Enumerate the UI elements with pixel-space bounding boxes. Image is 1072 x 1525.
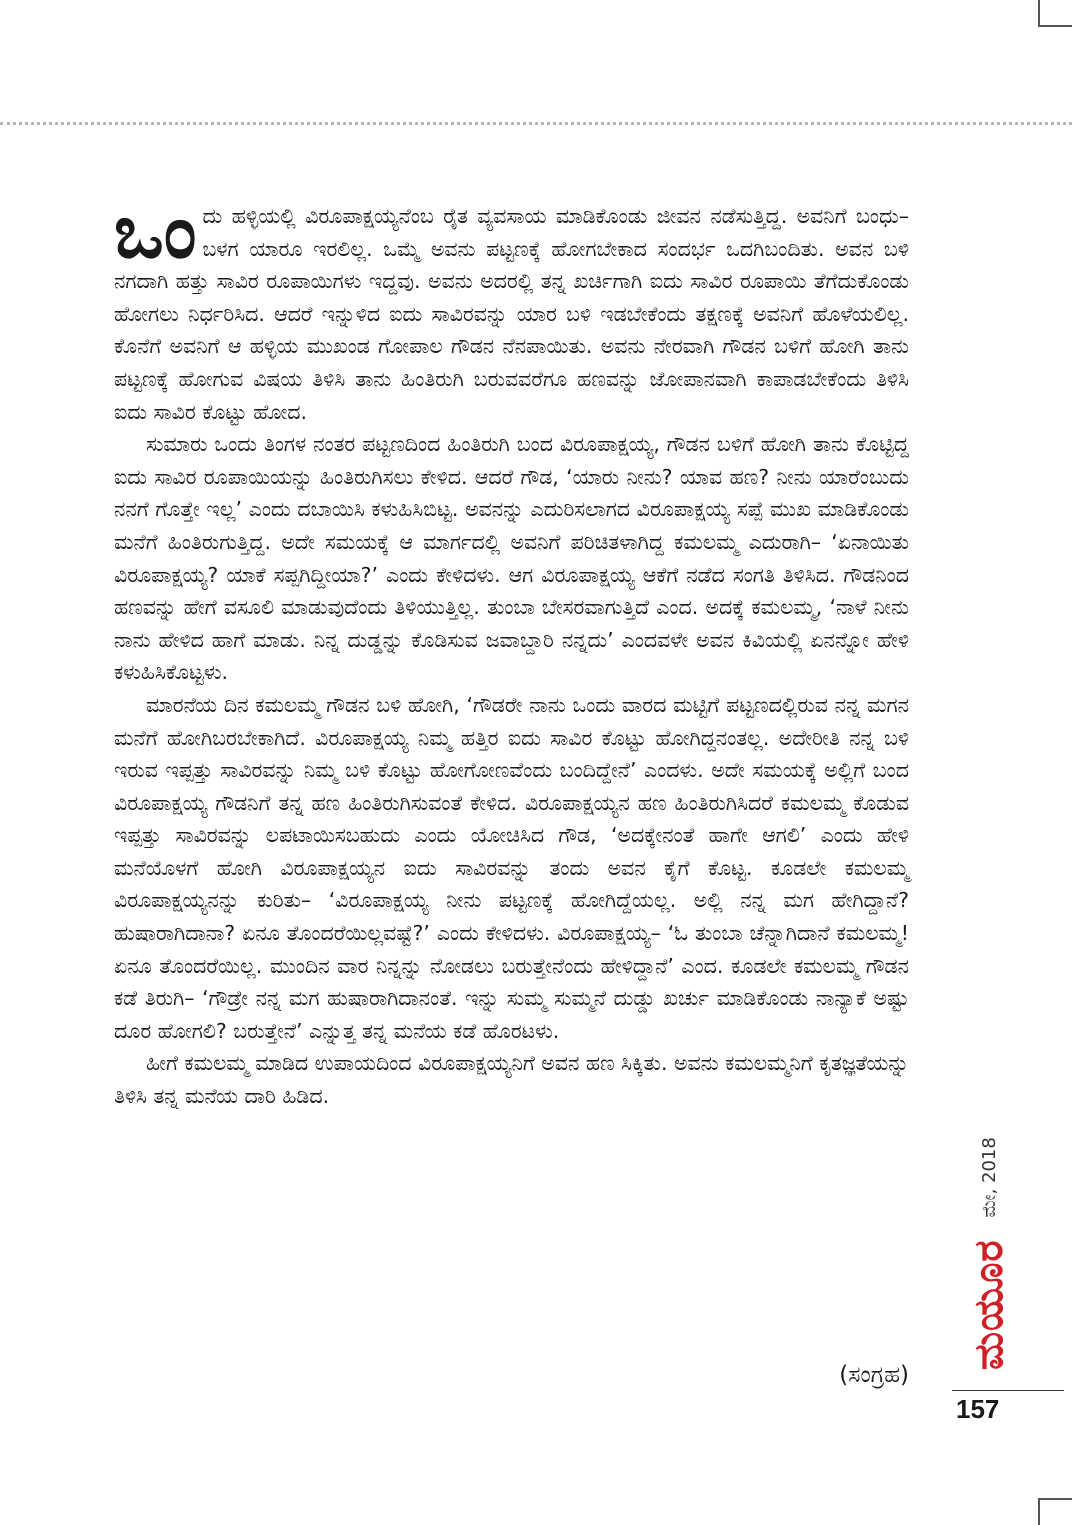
drop-cap: ಒಂ <box>114 189 197 275</box>
story-paragraph <box>114 189 909 428</box>
crop-mark-bottom <box>1038 1498 1072 1500</box>
magazine-side-label <box>966 1137 1012 1370</box>
source-credit: (ಸಂಗ್ರಹ) <box>839 1362 909 1388</box>
story-paragraph-text: ದು ಹಳ್ಳಿಯಲ್ಲಿ ವಿರೂಪಾಕ್ಷಯ್ಯನೆಂಬ ರೈತ ವ್ಯವಸಾಯ ಮಾಡಿಕೊಂಡು ಜೀವನ ನಡೆಸುತ್ತಿದ್ದ. ಅವನಿಗೆ ಬಂಧು–ಬಳಗ ಯಾರೂ ಇರಲಿಲ್ಲ. ಒಮ್ಮೆ ಅವನು ಪಟ್ಟಣಕ್ಕೆ ಹೋಗಬೇಕಾದ ಸಂದರ್ಭ ಒದಗಿಬಂದಿತು. ಅವನ ಬಳಿ ನಗದಾಗಿ ಹತ್ತು ಸಾವಿರ ರೂಪಾಯಿಗಳು ಇದ್ದವು. ಅವನು ಅದರಲ್ಲಿ ತನ್ನ ಖರ್ಚಿಗಾಗಿ ಐದು ಸಾವಿರ ರೂಪಾಯಿ ತೆಗೆದುಕೊಂಡು ಹೋಗಲು ನಿರ್ಧರಿಸಿದ. ಆದರೆ ಇನ್ನುಳಿದ ಐದು ಸಾವಿರವನ್ನು ಯಾರ ಬಳಿ ಇಡಬೇಕೆಂದು ತಕ್ಷಣಕ್ಕೆ ಅವನಿಗೆ ಹೊಳೆಯಲಿಲ್ಲ. ಕೊನೆಗೆ ಅವನಿಗೆ ಆ ಹಳ್ಳಿಯ ಮುಖಂಡ ಗೋಪಾಲ ಗೌಡನ ನೆನಪಾಯಿತು. ಅವನು ನೇರವಾಗಿ ಗೌಡನ ಬಳಿಗೆ ಹೋಗಿ ತಾನು ಪಟ್ಟಣಕ್ಕೆ ಹೋಗುವ ವಿಷಯ ತಿಳಿಸಿ ತಾನು ಹಿಂತಿರುಗಿ ಬರುವವರೆಗೂ ಹಣವನ್ನು ಜೋಪಾನವಾಗಿ ಕಾಪಾಡಬೇಕೆಂದು ತಿಳಿಸಿ ಐದು ಸಾವಿರ ಕೊಟ್ಟು ಹೋದ. <box>114 204 909 424</box>
crop-mark-bottom <box>1038 1498 1040 1525</box>
story-paragraph: ಹೀಗೆ ಕಮಲಮ್ಮ ಮಾಡಿದ ಉಪಾಯದಿಂದ ವಿರೂಪಾಕ್ಷಯ್ಯನಿಗೆ ಅವನ ಹಣ ಸಿಕ್ಕಿತು. ಅವನು ಕಮಲಮ್ಮನಿಗೆ ಕೃತಜ್ಞತೆಯನ್ನು ತಿಳಿಸಿ ತನ್ನ ಮನೆಯ ದಾರಿ ಹಿಡಿದ. <box>114 1051 909 1109</box>
page-number: 157 <box>956 1394 1000 1424</box>
story-body <box>114 189 909 1113</box>
crop-mark-top <box>1038 0 1040 26</box>
page-number-rule <box>952 1390 1064 1391</box>
magazine-name: ಮಯೂರ <box>966 1239 1012 1370</box>
issue-date: ಮೇ, 2018 <box>978 1137 1000 1218</box>
header-dotted-rule <box>0 122 1072 125</box>
story-paragraph: ಮಾರನೆಯ ದಿನ ಕಮಲಮ್ಮ ಗೌಡನ ಬಳಿ ಹೋಗಿ, ‘ಗೌಡರೇ ನಾನು ಒಂದು ವಾರದ ಮಟ್ಟಿಗೆ ಪಟ್ಟಣದಲ್ಲಿರುವ ನನ್ನ ಮಗನ ಮನೆಗೆ ಹೋಗಿಬರಬೇಕಾಗಿದೆ. ವಿರೂಪಾಕ್ಷಯ್ಯ ನಿಮ್ಮ ಹತ್ತಿರ ಐದು ಸಾವಿರ ಕೊಟ್ಟು ಹೋಗಿದ್ದನಂತಲ್ಲ. ಅದೇರೀತಿ ನನ್ನ ಬಳಿ ಇರುವ ಇಪ್ಪತ್ತು ಸಾವಿರವನ್ನು ನಿಮ್ಮ ಬಳಿ ಕೊಟ್ಟು ಹೋಗೋಣವೆಂದು ಬಂದಿದ್ದೇನೆ’ ಎಂದಳು. ಅದೇ ಸಮಯಕ್ಕೆ ಅಲ್ಲಿಗೆ ಬಂದ ವಿರೂಪಾಕ್ಷಯ್ಯ ಗೌಡನಿಗೆ ತನ್ನ ಹಣ ಹಿಂತಿರುಗಿಸುವಂತೆ ಕೇಳಿದ. ವಿರೂಪಾಕ್ಷಯ್ಯನ ಹಣ ಹಿಂತಿರುಗಿಸಿದರೆ ಕಮಲಮ್ಮ ಕೊಡುವ ಇಪ್ಪತ್ತು ಸಾವಿರವನ್ನು ಲಪಟಾಯಿಸಬಹುದು ಎಂದು ಯೋಚಿಸಿದ ಗೌಡ, ‘ಅದಕ್ಕೇನಂತೆ ಹಾಗೇ ಆಗಲಿ’ ಎಂದು ಹೇಳಿ ಮನೆಯೊಳಗೆ ಹೋಗಿ ವಿರೂಪಾಕ್ಷಯ್ಯನ ಐದು ಸಾವಿರವನ್ನು ತಂದು ಅವನ ಕೈಗೆ ಕೊಟ್ಟ. ಕೂಡಲೇ ಕಮಲಮ್ಮ ವಿರೂಪಾಕ್ಷಯ್ಯನನ್ನು ಕುರಿತು– ‘ವಿರೂಪಾಕ್ಷಯ್ಯ ನೀನು ಪಟ್ಟಣಕ್ಕೆ ಹೋಗಿದ್ದೆಯಲ್ಲ. ಅಲ್ಲಿ ನನ್ನ ಮಗ ಹೇಗಿದ್ದಾನೆ? ಹುಷಾರಾಗಿದಾನಾ? ಏನೂ ತೊಂದರೆಯಿಲ್ಲವಷ್ಟೆ?’ ಎಂದು ಕೇಳಿದಳು. ವಿರೂಪಾಕ್ಷಯ್ಯ– ‘ಓ ತುಂಬಾ ಚೆನ್ನಾಗಿದಾನೆ ಕಮಲಮ್ಮ! ಏನೂ ತೊಂದರೆಯಿಲ್ಲ. ಮುಂದಿನ ವಾರ ನಿನ್ನನ್ನು ನೋಡಲು ಬರುತ್ತೇನೆಂದು ಹೇಳಿದ್ದಾನೆ’ ಎಂದ. ಕೂಡಲೇ ಕಮಲಮ್ಮ ಗೌಡನ ಕಡೆ ತಿರುಗಿ– ‘ಗೌಡ್ರೇ ನನ್ನ ಮಗ ಹುಷಾರಾಗಿದಾನಂತೆ. ಇನ್ನು ಸುಮ್ಮ ಸುಮ್ಮನೆ ದುಡ್ಡು ಖರ್ಚು ಮಾಡಿಕೊಂಡು ನಾನ್ಯಾಕೆ ಅಷ್ಟು ದೂರ ಹೋಗಲಿ? ಬರುತ್ತೇನೆ’ ಎನ್ನುತ್ತ ತನ್ನ ಮನೆಯ ಕಡೆ ಹೊರಟಳು. <box>114 692 909 1043</box>
crop-mark-top <box>1038 25 1072 27</box>
story-paragraph: ಸುಮಾರು ಒಂದು ತಿಂಗಳ ನಂತರ ಪಟ್ಟಣದಿಂದ ಹಿಂತಿರುಗಿ ಬಂದ ವಿರೂಪಾಕ್ಷಯ್ಯ, ಗೌಡನ ಬಳಿಗೆ ಹೋಗಿ ತಾನು ಕೊಟ್ಟಿದ್ದ ಐದು ಸಾವಿರ ರೂಪಾಯಿಯನ್ನು ಹಿಂತಿರುಗಿಸಲು ಕೇಳಿದ. ಆದರೆ ಗೌಡ, ‘ಯಾರು ನೀನು? ಯಾವ ಹಣ? ನೀನು ಯಾರೆಂಬುದು ನನಗೆ ಗೊತ್ತೇ ಇಲ್ಲ’ ಎಂದು ದಬಾಯಿಸಿ ಕಳುಹಿಸಿಬಿಟ್ಟ. ಅವನನ್ನು ಎದುರಿಸಲಾಗದ ವಿರೂಪಾಕ್ಷಯ್ಯ ಸಪ್ಪೆ ಮುಖ ಮಾಡಿಕೊಂಡು ಮನೆಗೆ ಹಿಂತಿರುಗುತ್ತಿದ್ದ. ಅದೇ ಸಮಯಕ್ಕೆ ಆ ಮಾರ್ಗದಲ್ಲಿ ಅವನಿಗೆ ಪರಿಚಿತಳಾಗಿದ್ದ ಕಮಲಮ್ಮ ಎದುರಾಗಿ– ‘ಏನಾಯಿತು ವಿರೂಪಾಕ್ಷಯ್ಯ? ಯಾಕೆ ಸಪ್ಪಗಿದ್ದೀಯಾ?’ ಎಂದು ಕೇಳಿದಳು. ಆಗ ವಿರೂಪಾಕ್ಷಯ್ಯ ಆಕೆಗೆ ನಡೆದ ಸಂಗತಿ ತಿಳಿಸಿದ. ಗೌಡನಿಂದ ಹಣವನ್ನು ಹೇಗೆ ವಸೂಲಿ ಮಾಡುವುದೆಂದು ತಿಳಿಯುತ್ತಿಲ್ಲ. ತುಂಬಾ ಬೇಸರವಾಗುತ್ತಿದೆ ಎಂದ. ಅದಕ್ಕೆ ಕಮಲಮ್ಮ, ‘ನಾಳೆ ನೀನು ನಾನು ಹೇಳಿದ ಹಾಗೆ ಮಾಡು. ನಿನ್ನ ದುಡ್ಡನ್ನು ಕೊಡಿಸುವ ಜವಾಬ್ದಾರಿ ನನ್ನದು’ ಎಂದವಳೇ ಅವನ ಕಿವಿಯಲ್ಲಿ ಏನನ್ನೋ ಹೇಳಿ ಕಳುಹಿಸಿಕೊಟ್ಟಳು. <box>114 432 909 685</box>
